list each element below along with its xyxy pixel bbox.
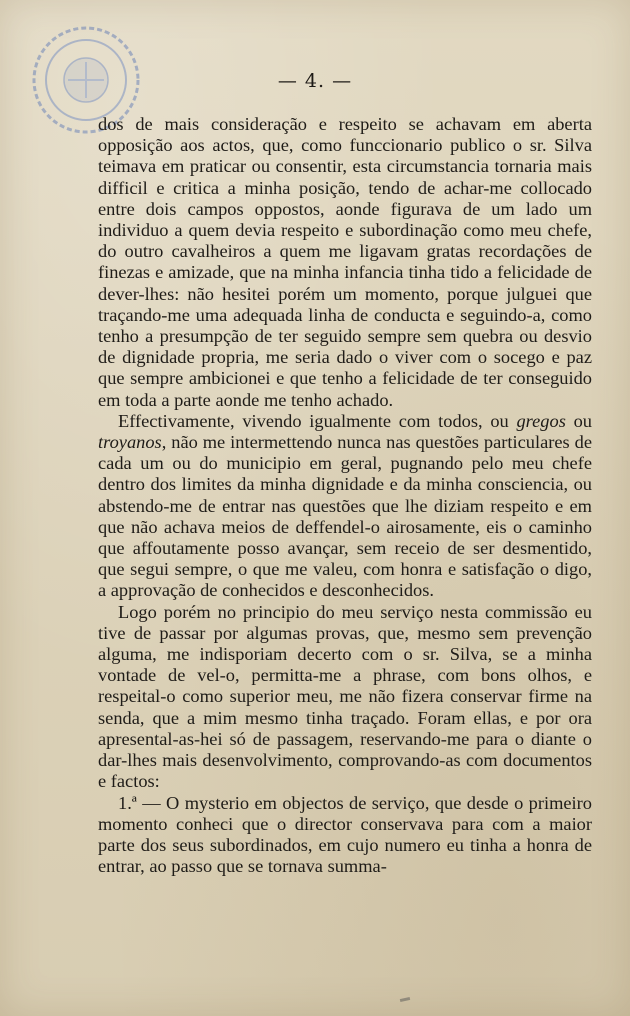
paragraph-text: 1.ª — O mysterio em objectos de serviço, que desde o primeiro momento conheci que o director conservava para com a maior parte dos seus subordinados, em cujo numero eu tinha a honra de entrar, ao passo que se tornava summa-: [98, 792, 592, 877]
paragraph-text: dos de mais consideração e respeito se achavam em aberta opposição aos actos, que, como funccionario publico o sr. Silva teimava em praticar ou consentir, esta circumstancia tornaria mais difficil e critica a minha posição, tendo de achar-me collocado entre dois campos oppostos, aonde figurava de um lado um individuo a quem devia respeito e subordinação como meu chefe, do outro cavalheiros a quem me ligavam gratas recordações de finezas e amizade, que na minha infancia tinha tido a felicidade de dever-lhes: não hesitei porém um momento, porque julguei que traçando-me uma adequada linha de conducta e seguindo-a, como tenho a presumpção de ter seguido sempre sem quebra ou desvio de dignidade propria, me seria dado o viver com o socego e paz que sempre ambicionei e que tenho a felicidade de ter conseguido em toda a parte aonde me tenho achado.: [98, 114, 592, 410]
italic-text: gregos: [516, 410, 566, 431]
paragraph: [98, 602, 592, 793]
italic-text: troyanos: [98, 432, 162, 453]
body-text: [98, 114, 592, 877]
paper-mark: [400, 997, 410, 1002]
paragraph: [98, 411, 592, 602]
paragraph-text: , não me intermettendo nunca nas questões particulares de cada um ou do municipio em geral, pugnando pelo meu chefe dentro dos limites da minha dignidade e da minha consciencia, ou abstendo-me de entrar nas questões que lhe diziam respeito e em que não achava meios de deffendel-o airosamente, eis o caminho que affoutamente posso avançar, sem receio de ser desmentido, que segui sempre, o que me valeu, com honra e satisfação o digo, a approvação de conhecidos e desconhecidos.: [98, 432, 592, 601]
paragraph: [98, 114, 592, 411]
paragraph-text: Effectivamente, vivendo igualmente com todos, ou: [118, 410, 517, 431]
paragraph-text: ou: [565, 410, 592, 431]
paragraph: [98, 793, 592, 878]
page-number: — 4. —: [277, 70, 353, 92]
paragraph-text: Logo porém no principio do meu serviço nesta commissão eu tive de passar por algumas provas, que, mesmo sem prevenção alguma, me indisporiam decerto com o sr. Silva, se a minha vontade de vel-o, permitta-me a phrase, com bons olhos, e respeital-o como superior meu, me não fizera conservar firme na senda, que a mim mesmo tinha traçado. Foram ellas, e por ora apresental-as-hei só de passagem, reservando-me para o diante o dar-lhes mais desenvolvimento, comprovando-as com documentos e factos:: [98, 601, 592, 792]
